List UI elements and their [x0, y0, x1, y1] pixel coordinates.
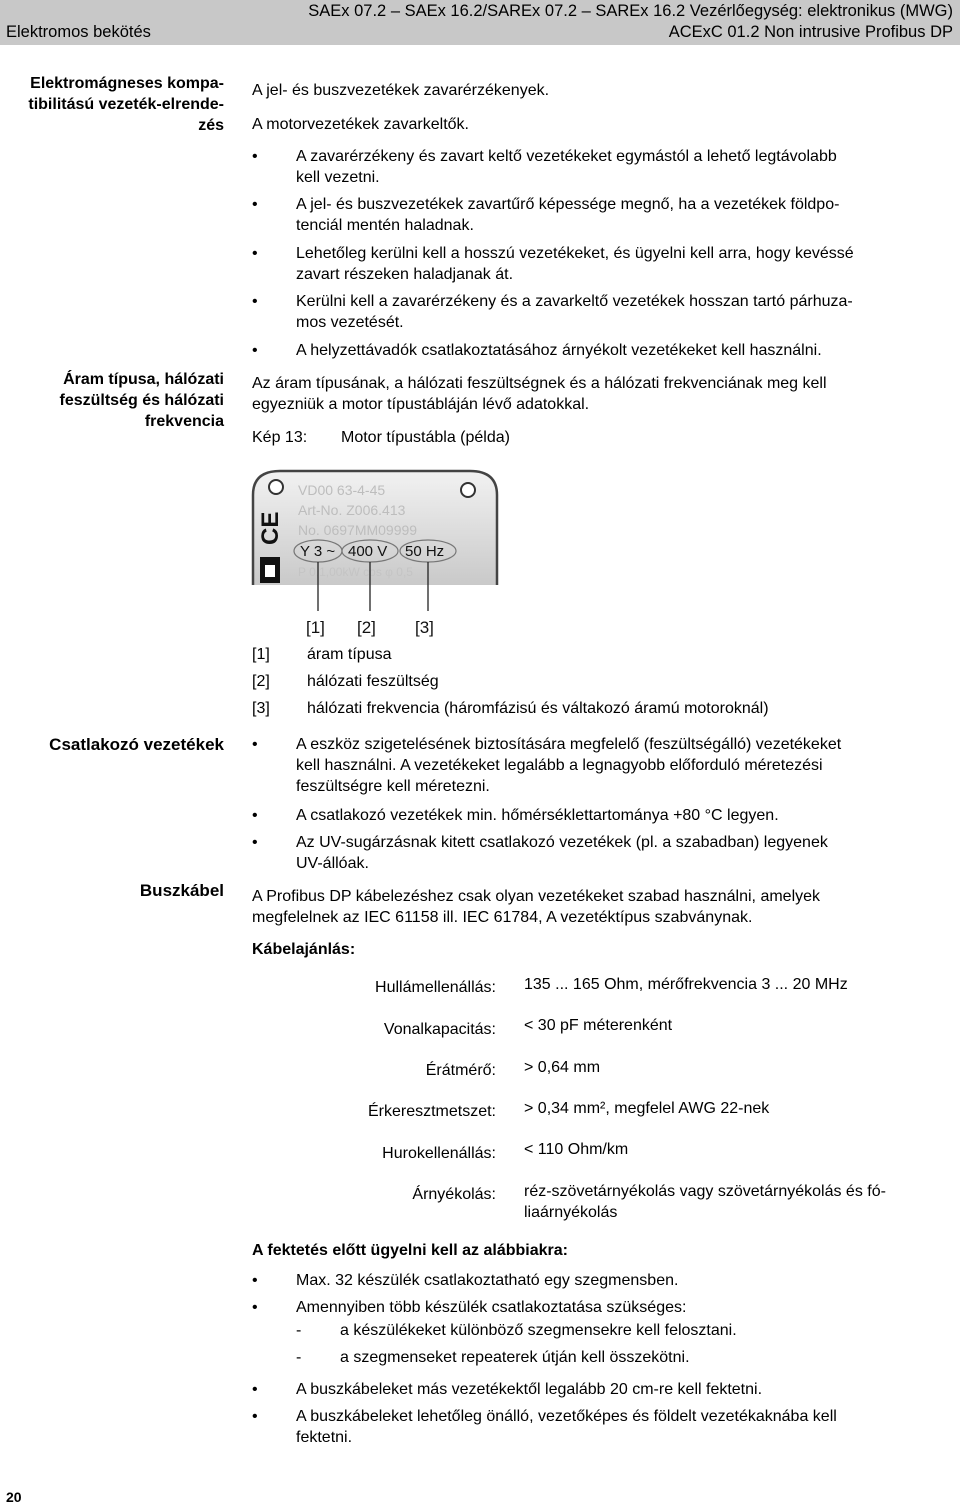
spec-value: 135 ... 165 Ohm, mérőfrekvencia 3 ... 20 MHz [524, 976, 848, 993]
bullet-icon: • [252, 1272, 258, 1289]
laying-heading: A fektetés előtt ügyelni kell az alábbiakra: [252, 1242, 568, 1259]
bullet-icon: • [252, 736, 258, 753]
heading-emc: Elektromágneses kompa- tibilitású vezeték-elrende- zés [28, 75, 224, 134]
spec-label: Érátmérő: [425, 1062, 496, 1079]
spec-label: Hurokellenállás: [382, 1145, 496, 1162]
bullet-icon: • [252, 148, 258, 165]
svg-text:Y 3 ~: Y 3 ~ [300, 543, 336, 560]
bullet-icon: • [252, 196, 258, 213]
bullet-icon: • [252, 1408, 258, 1425]
legend-item-1: [1] áram típusa [252, 646, 392, 663]
callout-2: [2] [357, 618, 376, 637]
spec-label: Érkeresztmetszet: [367, 1103, 496, 1120]
legend-item-2: [2] hálózati feszültség [252, 673, 439, 690]
spec-value: > 0,64 mm [524, 1059, 601, 1076]
spec-value: < 110 Ohm/km [524, 1141, 629, 1158]
bullet-icon: • [252, 293, 258, 310]
svg-text:P 0,1,00kW cos φ 0,5: P 0,1,00kW cos φ 0,5 [298, 565, 413, 579]
heading-connection-cables: Csatlakozó vezetékek [49, 735, 224, 754]
bullet-icon: • [252, 342, 258, 359]
emc-paragraph-1: A jel- és buszvezetékek zavarérzékenyek. [252, 82, 550, 99]
spec-value: < 30 pF méterenként [524, 1017, 673, 1034]
heading-bus-cable: Buszkábel [139, 881, 224, 900]
cable-recommendation-heading: Kábelajánlás: [252, 941, 356, 958]
spec-label: Árnyékolás: [412, 1186, 496, 1203]
svg-text:400 V: 400 V [348, 543, 388, 560]
legend-item-3: [3] hálózati frekvencia (háromfázisú és váltakozó áramú motoroknál) [252, 700, 769, 717]
bus-paragraph: A Profibus DP kábelezéshez csak olyan vezetékeket szabad használni, amelyek megfelelnek az IEC 61158 ill. IEC 61784, A vezetéktípus szabványnak. [252, 888, 821, 926]
screw-hole-right [461, 483, 475, 497]
spec-label: Vonalkapacitás: [383, 1021, 496, 1038]
screw-hole-left [269, 480, 283, 494]
svg-text:50 Hz: 50 Hz [405, 543, 445, 560]
spec-value: > 0,34 mm², megfelel AWG 22-nek [524, 1100, 770, 1117]
bullet-icon: • [252, 1299, 258, 1316]
svg-text:VD00 63-4-45: VD00 63-4-45 [298, 482, 386, 498]
spec-label: Hullámellenállás: [375, 979, 496, 996]
page-number: 20 [6, 1489, 22, 1505]
spec-value: réz-szövetárnyékolás vagy szövetárnyékolás és fó- liaárnyékolás [524, 1183, 886, 1221]
bullet-icon: • [252, 1381, 258, 1398]
svg-text:Art-No. Z006.413: Art-No. Z006.413 [298, 502, 406, 518]
callout-3: [3] [415, 618, 434, 637]
header-section-title: Elektromos bekötés [6, 23, 151, 41]
header-product-line1: SAEx 07.2 – SAEx 16.2/SAREx 07.2 – SAREx 16.2 Vezérlőegység: elektronikus (MWG) [308, 2, 953, 20]
bullet-icon: • [252, 807, 258, 824]
emc-paragraph-2: A motorvezetékek zavarkeltők. [252, 116, 469, 133]
svg-text:No. 0697MM09999: No. 0697MM09999 [298, 522, 418, 538]
heading-current-type: Áram típusa, hálózati feszültség és hálózati frekvencia [59, 371, 224, 430]
motor-nameplate-figure [250, 465, 500, 640]
callout-1: [1] [306, 618, 325, 637]
ce-mark: CE [257, 511, 284, 545]
current-paragraph: Az áram típusának, a hálózati feszültségnek és a hálózati frekvenciának meg kell egyezniük a motor típustábláján lévő adatokkal. [252, 375, 827, 413]
bullet-icon: • [252, 245, 258, 262]
header-product-line2: ACExC 01.2 Non intrusive Profibus DP [668, 23, 953, 41]
bullet-icon: • [252, 834, 258, 851]
figure-caption: Kép 13: Motor típustábla (példa) [252, 429, 510, 446]
